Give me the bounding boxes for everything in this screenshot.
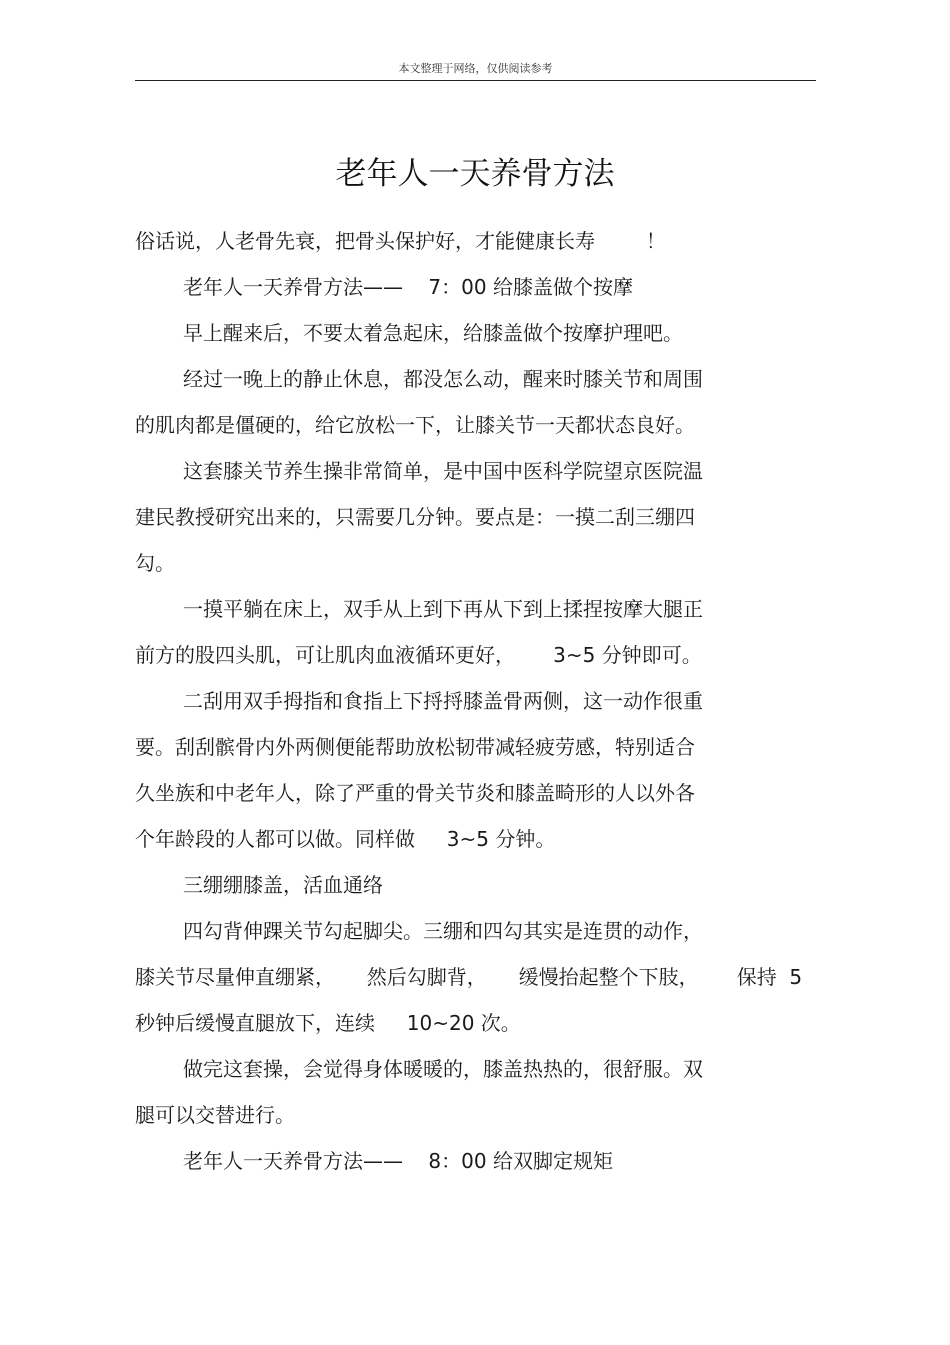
- text-line: 这套膝关节养生操非常简单，是中国中医科学院望京医院温: [183, 459, 703, 483]
- text-line: 勾。: [135, 551, 175, 575]
- text-line: 个年龄段的人都可以做。同样做 3~5 分钟。: [135, 827, 556, 851]
- text-line: 秒钟后缓慢直腿放下，连续 10~20 次。: [135, 1011, 521, 1035]
- page-title: 老年人一天养骨方法: [335, 156, 615, 192]
- text-line: 经过一晚上的静止休息，都没怎么动，醒来时膝关节和周围: [183, 367, 703, 391]
- text-line: 老年人一天养骨方法—— 8：00 给双脚定规矩: [183, 1149, 613, 1173]
- text-line: 要。刮刮髌骨内外两侧便能帮助放松韧带减轻疲劳感，特别适合: [135, 735, 695, 759]
- text-line: 早上醒来后，不要太着急起床，给膝盖做个按摩护理吧。: [183, 321, 683, 345]
- text-line: 建民教授研究出来的，只需要几分钟。要点是：一摸二刮三绷四: [135, 505, 695, 529]
- text-line: 老年人一天养骨方法—— 7：00 给膝盖做个按摩: [183, 275, 633, 299]
- text-line: 三绷绷膝盖，活血通络: [183, 873, 383, 897]
- header-note: 本文整理于网络，仅供阅读参考: [398, 62, 553, 75]
- text-line: 的肌肉都是僵硬的，给它放松一下，让膝关节一天都状态良好。: [135, 413, 695, 437]
- text-line: 做完这套操，会觉得身体暖暖的，膝盖热热的，很舒服。双: [183, 1057, 703, 1081]
- text-line: 腿可以交替进行。: [135, 1103, 295, 1127]
- text-line: 一摸平躺在床上，双手从上到下再从下到上揉捏按摩大腿正: [183, 597, 703, 621]
- text-line: 四勾背伸踝关节勾起脚尖。三绷和四勾其实是连贯的动作，: [183, 919, 703, 943]
- header-divider: [135, 80, 816, 81]
- text-line: 久坐族和中老年人，除了严重的骨关节炎和膝盖畸形的人以外各: [135, 781, 695, 805]
- text-line: 二刮用双手拇指和食指上下捋捋膝盖骨两侧，这一动作很重: [183, 689, 703, 713]
- article-body: [135, 222, 825, 1188]
- text-line: 俗话说，人老骨先衰，把骨头保护好，才能健康长寿 ！: [135, 229, 666, 253]
- text-line: 膝关节尽量伸直绷紧， 然后勾脚背， 缓慢抬起整个下肢， 保持 5: [135, 965, 803, 989]
- text-line: 前方的股四头肌，可让肌肉血液循环更好， 3~5 分钟即可。: [135, 643, 702, 667]
